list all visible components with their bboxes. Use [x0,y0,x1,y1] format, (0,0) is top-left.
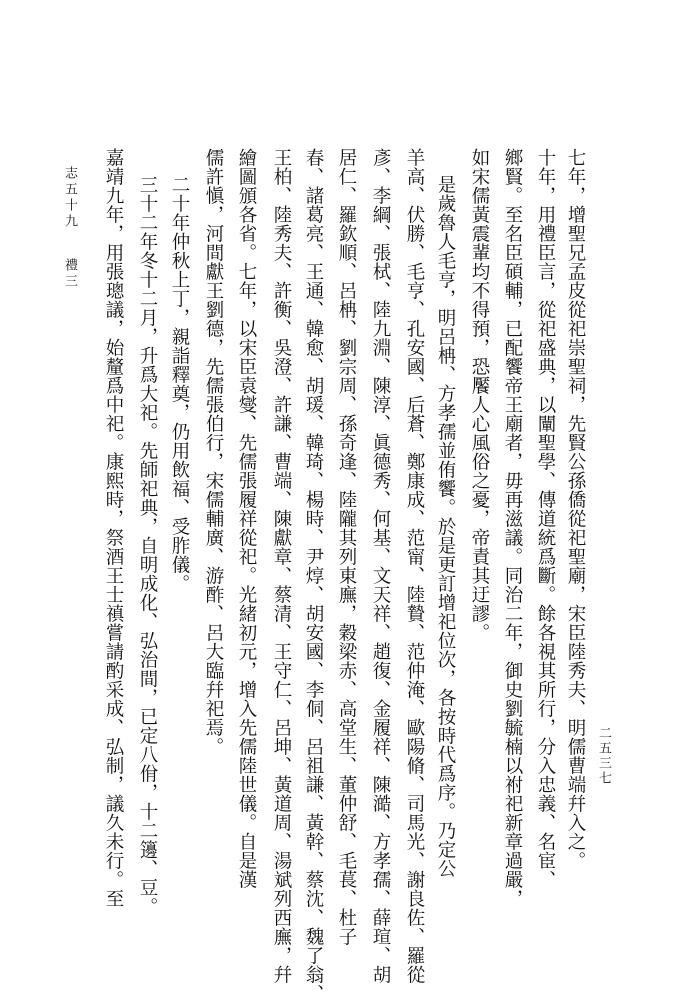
text-column-2: 十年，用禮臣言，從祀盛典，以闡聖學、傳道統爲斷。餘各視其所行，分入忠義、名宦、 [535,148,556,889]
text-column-14: 三十二年冬十二月，升爲大祀。先師祀典，自明成化、弘治間，已定八佾，十二籩、豆。 [137,175,158,916]
text-column-4: 如宋儒黃震輩均不得預，恐饜人心風俗之憂，帝責其迂謬。 [469,148,490,642]
chapter-label: 志五十九 [62,166,77,230]
page-number: 二五三七 [596,726,611,786]
text-column-7: 彥、李綱、張栻、陸九淵、陳淳、眞德秀、何基、文天祥、趙復、金履祥、陳澔、方孝孺、薛瑄、胡 [370,148,391,984]
section-label: 禮三 [62,258,77,290]
text-column-12: 儒許愼，河間獻王劉德，先儒張伯行，宋儒輔廣、游酢、呂大臨幷祀焉。 [203,148,224,756]
text-column-5: 是歲魯人毛亨，明呂柟、方孝孺並侑饗。於是更訂增祀位次，各按時代爲序。乃定公 [435,175,456,878]
text-column-11: 繪圖頒各省。七年，以宋臣袁燮、先儒張履祥從祀。光緒初元，增入先儒陸世儀。自是漢 [236,148,257,889]
text-column-13: 二十年仲秋上丁，親詣釋奠，仍用飲福、受胙儀。 [169,175,190,593]
text-column-15: 嘉靖九年，用張璁議，始釐爲中祀。康熙時，祭酒王士禛嘗請酌采成、弘制，議久未行。至 [103,148,124,908]
text-column-10: 王柏、陸秀夫、許衡、吳澄、許謙、曹端、陳獻章、蔡清、王守仁、呂坤、黃道周、湯斌列西廡，幷 [271,148,292,984]
text-column-6: 羊高、伏勝、毛亨、孔安國、后蒼、鄭康成、范甯、陸贄、范仲淹、歐陽脩、司馬光、謝良佐、羅從 [404,148,425,984]
text-column-8: 居仁、羅欽順、呂柟、劉宗周、孫奇逢、陸隴其列東廡，穀梁赤、高堂生、董仲舒、毛萇、杜子 [336,148,357,946]
text-column-9: 春、諸葛亮、王通、韓愈、胡瑗、韓琦、楊時、尹焞、胡安國、李侗、呂祖謙、黃幹、蔡沈、魏了翁、 [303,148,324,1003]
text-column-1: 七年，增聖兄孟皮從祀崇聖祠，先賢公孫僑從祀聖廟，宋臣陸秀夫、明儒曹端幷入之。 [565,148,586,870]
text-column-3: 鄉賢。至名臣碩輔，已配饗帝王廟者，毋再滋議。同治二年，御史劉毓楠以祔祀新章過嚴， [502,148,523,908]
